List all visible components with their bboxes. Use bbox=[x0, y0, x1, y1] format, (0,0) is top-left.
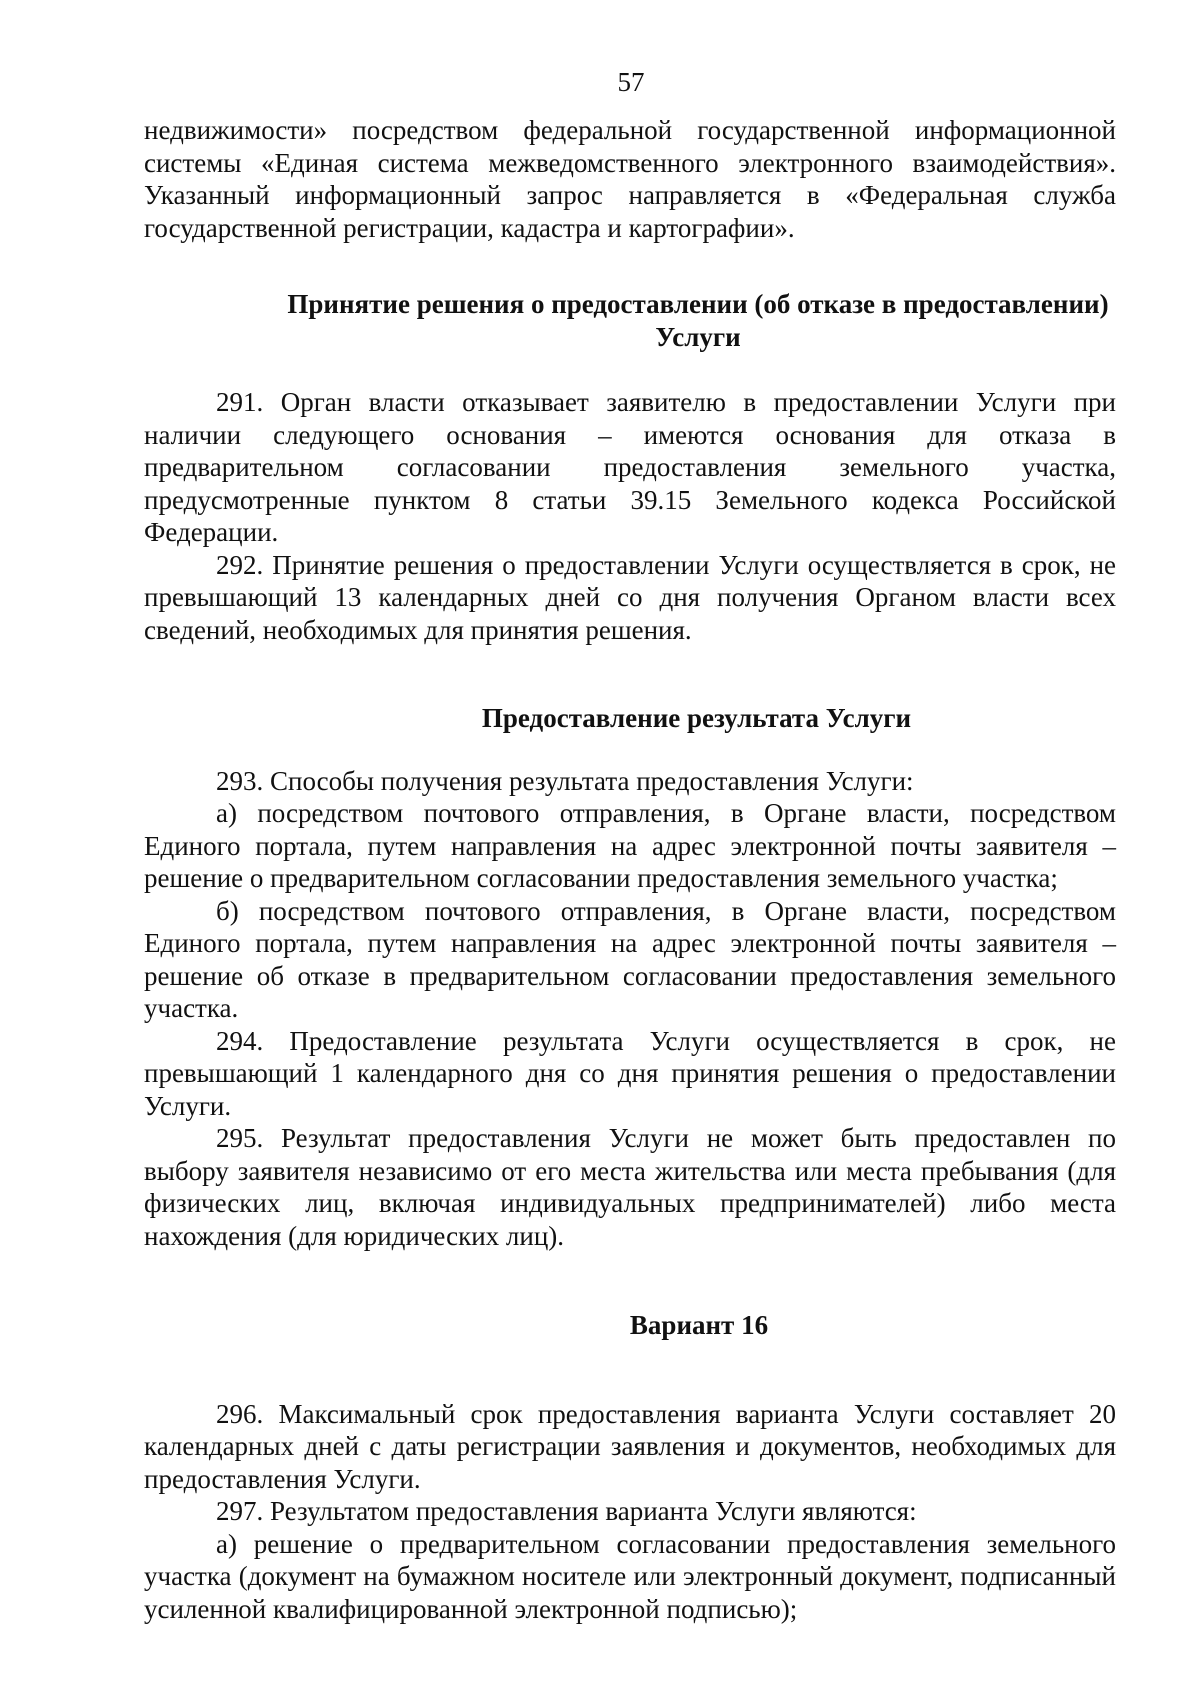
page-content bbox=[144, 114, 1116, 1625]
paragraph-295: 295. Результат предоставления Услуги не может быть предоставлен по выбору заявителя независимо от его места жительства или места пребывания (для физических лиц, включая индивидуальных предпринимателей) либо места нахождения (для юридических лиц). bbox=[144, 1123, 1116, 1251]
page-number: 57 bbox=[617, 67, 645, 97]
paragraph-293-b: б) посредством почтового отправления, в Органе власти, посредством Единого портала, путем направления на адрес электронной почты заявителя – решение об отказе в предварительном согласовании предоставления земельного участка. bbox=[144, 895, 1116, 1023]
paragraph-293-a: а) посредством почтового отправления, в Органе власти, посредством Единого портала, путем направления на адрес электронной почты заявителя – решение о предварительном согласовании предоставления земельного участка; bbox=[144, 798, 1116, 893]
paragraph-297-a: а) решение о предварительном согласовании предоставления земельного участка (документ на бумажном носителе или электронный документ, подписанный усиленной квалифицированной электронной подписью); bbox=[144, 1528, 1116, 1624]
paragraph-296: 296. Максимальный срок предоставления варианта Услуги составляет 20 календарных дней с даты регистрации заявления и документов, необходимых для предоставления Услуги. bbox=[144, 1398, 1116, 1494]
section-heading-decision-line2: Услуги bbox=[655, 321, 741, 352]
paragraph-291: 291. Орган власти отказывает заявителю в предоставлении Услуги при наличии следующего основания – имеются основания для отказа в предварительном согласовании предоставления земельного участка, предусмотренные пунктом 8 статьи 39.15 Земельного кодекса Российской Федерации. bbox=[144, 387, 1116, 547]
paragraph-297: 297. Результатом предоставления варианта Услуги являются: bbox=[216, 1496, 917, 1526]
section-heading-decision bbox=[144, 288, 1134, 353]
intro-paragraph: недвижимости» посредством федеральной государственной информационной системы «Единая система межведомственного электронного взаимодействия». Указанный информационный запрос направляется в «Федеральная служба государственной регистрации, кадастра и картографии». bbox=[144, 115, 1116, 243]
section-heading-decision-line1: Принятие решения о предоставлении (об отказе в предоставлении) bbox=[287, 289, 1109, 319]
section-heading-result: Предоставление результата Услуги bbox=[481, 703, 912, 733]
paragraph-292: 292. Принятие решения о предоставлении Услуги осуществляется в срок, не превышающий 13 календарных дней со дня получения Органом власти всех сведений, необходимых для принятия решения. bbox=[144, 549, 1116, 645]
paragraph-293: 293. Способы получения результата предоставления Услуги: bbox=[216, 765, 914, 796]
paragraph-294: 294. Предоставление результата Услуги осуществляется в срок, не превышающий 1 календарного дня со дня принятия решения о предоставлении Услуги. bbox=[144, 1025, 1116, 1121]
section-heading-variant-16: Вариант 16 bbox=[629, 1310, 769, 1340]
